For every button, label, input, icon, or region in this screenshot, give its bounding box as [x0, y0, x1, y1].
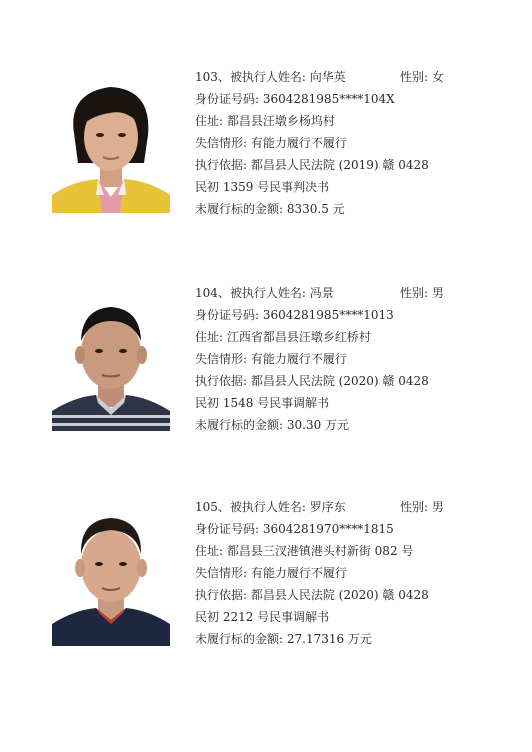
enforcement-basis-cont: 民初 1359 号民事判决书	[195, 180, 330, 194]
gender-label: 性别: 女	[400, 70, 444, 84]
person-photo	[52, 73, 170, 213]
address: 住址: 都昌县汪墩乡杨坞村	[195, 114, 335, 128]
name-label: 104、被执行人姓名: 冯景	[195, 286, 334, 300]
gender-label: 性别: 男	[400, 286, 444, 300]
dishonest-situation: 失信情形: 有能力履行不履行	[195, 136, 347, 150]
dishonest-situation: 失信情形: 有能力履行不履行	[195, 352, 347, 366]
record-info	[195, 282, 525, 436]
enforcement-basis: 执行依据: 都昌县人民法院 (2020) 赣 0428	[195, 588, 429, 602]
gender-label: 性别: 男	[400, 500, 444, 514]
enforcement-basis-cont: 民初 1548 号民事调解书	[195, 396, 330, 410]
enforcement-basis: 执行依据: 都昌县人民法院 (2020) 赣 0428	[195, 374, 429, 388]
name-label: 105、被执行人姓名: 罗序东	[195, 500, 346, 514]
dishonest-situation: 失信情形: 有能力履行不履行	[195, 566, 347, 580]
address: 住址: 都昌县三汊港镇港头村新街 082 号	[195, 544, 414, 558]
record-info	[195, 496, 525, 650]
unpaid-amount: 未履行标的金额: 27.17316 万元	[195, 632, 372, 646]
id-number: 身份证号码: 3604281970****1815	[195, 522, 394, 536]
id-number: 身份证号码: 3604281985****1013	[195, 308, 394, 322]
name-label: 103、被执行人姓名: 向华英	[195, 70, 346, 84]
person-photo	[52, 291, 170, 431]
address: 住址: 江西省都昌县汪墩乡红桥村	[195, 330, 371, 344]
unpaid-amount: 未履行标的金额: 8330.5 元	[195, 202, 345, 216]
person-photo	[52, 506, 170, 646]
unpaid-amount: 未履行标的金额: 30.30 万元	[195, 418, 350, 432]
enforcement-basis: 执行依据: 都昌县人民法院 (2019) 赣 0428	[195, 158, 429, 172]
enforcement-basis-cont: 民初 2212 号民事调解书	[195, 610, 330, 624]
record-info	[195, 66, 525, 220]
id-number: 身份证号码: 3604281985****104X	[195, 92, 395, 106]
